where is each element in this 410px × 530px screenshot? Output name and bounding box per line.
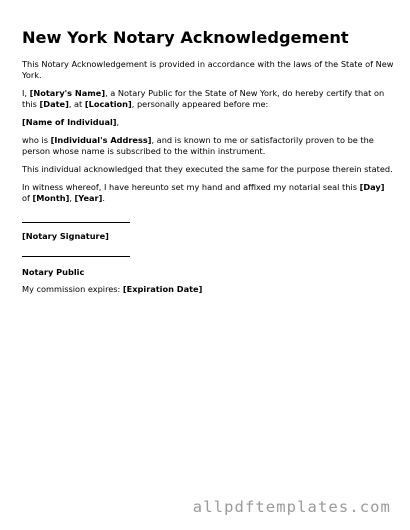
commission-line: [22, 284, 394, 295]
address-paragraph: [22, 135, 394, 157]
notary-name-field: [Notary's Name]: [29, 88, 106, 98]
intro-paragraph: This Notary Acknowledgement is provided in accordance with the laws of the State of New York.: [22, 59, 394, 80]
certify-paragraph: [22, 88, 394, 110]
individual-name-paragraph: [22, 117, 394, 128]
document-title: New York Notary Acknowledgement: [22, 28, 349, 47]
address-text-1: who is: [22, 135, 51, 145]
witness-paragraph: [22, 182, 394, 204]
address-text-2: , and is known to me or satisfactorily proven to be the person whose name is subscribed to the within instrument.: [22, 135, 374, 156]
signature-line: [22, 222, 130, 223]
location-field: [Location]: [84, 99, 132, 109]
notary-public-label: Notary Public: [22, 267, 85, 277]
witness-text-2: of: [22, 193, 33, 203]
document-body: [22, 59, 394, 295]
notary-public-block: [22, 256, 394, 295]
certify-text-4: , personally appeared before me:: [131, 99, 269, 109]
date-field: [Date]: [39, 99, 69, 109]
month-field: [Month]: [32, 193, 70, 203]
witness-text-3: ,: [69, 193, 75, 203]
individual-name-field: [Name of Individual]: [22, 117, 117, 127]
notary-signature-block: [22, 222, 394, 242]
day-field: [Day]: [359, 182, 385, 192]
individual-name-comma: ,: [116, 117, 120, 127]
notary-public-line: [22, 256, 130, 257]
year-field: [Year]: [74, 193, 103, 203]
certify-text-1: I,: [22, 88, 30, 98]
certify-text-2: , a Notary Public for the State of New York, do hereby certify that on this: [22, 88, 385, 109]
witness-text-4: .: [102, 193, 105, 203]
notary-signature-label: [Notary Signature]: [22, 231, 109, 241]
acknowledged-paragraph: This individual acknowledged that they executed the same for the purpose therein stated.: [22, 164, 393, 174]
individual-address-field: [Individual's Address]: [50, 135, 152, 145]
certify-text-3: , at: [68, 99, 85, 109]
commission-label: My commission expires:: [22, 284, 123, 294]
witness-text-1: In witness whereof, I have hereunto set my hand and affixed my notarial seal this: [22, 182, 360, 192]
watermark-text: allpdftemplates.com: [192, 498, 391, 516]
expiration-date-field: [Expiration Date]: [122, 284, 203, 294]
